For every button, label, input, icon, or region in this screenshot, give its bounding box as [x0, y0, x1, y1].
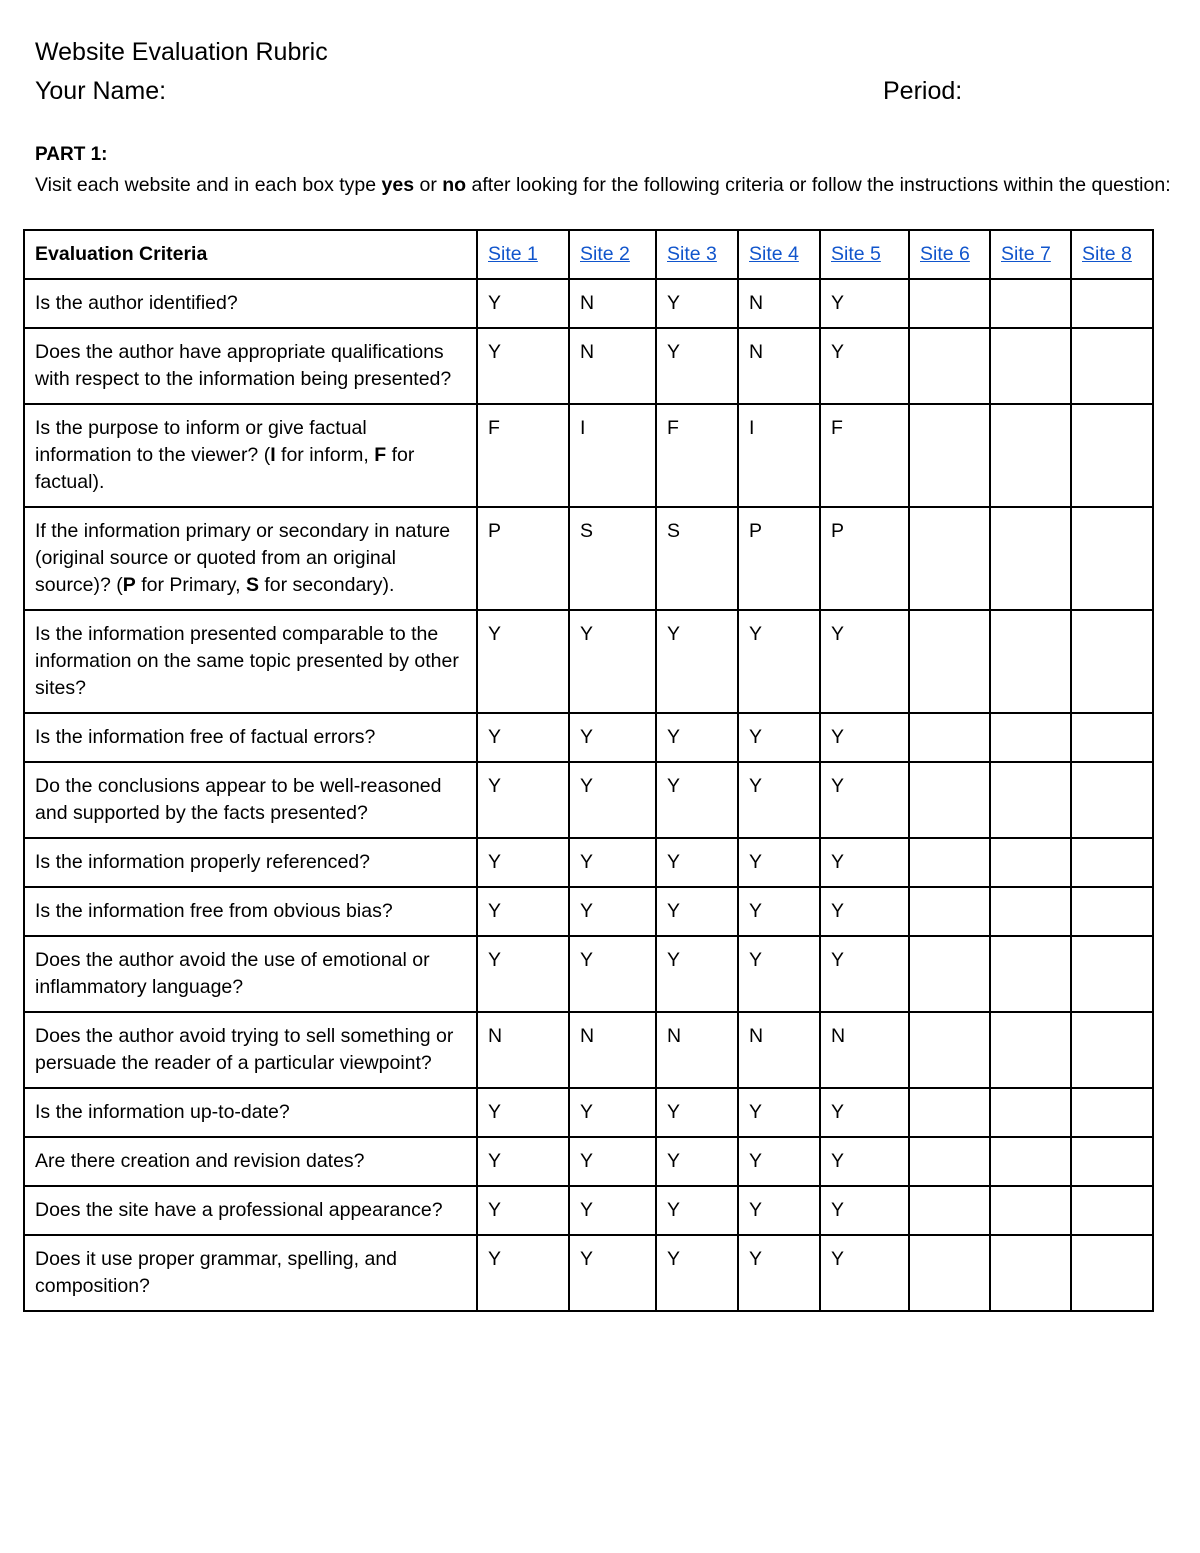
instructions-text-2: or — [414, 174, 443, 196]
site-4-value-cell[interactable]: Y — [738, 838, 820, 887]
site-2-value-cell[interactable]: Y — [569, 713, 656, 762]
site-5-value-cell[interactable]: Y — [820, 1137, 909, 1186]
part-heading: PART 1: — [35, 144, 108, 165]
table-row — [24, 404, 1153, 507]
site-3-value-cell[interactable]: Y — [656, 838, 738, 887]
site-1-value-cell[interactable]: Y — [477, 887, 569, 936]
site-7-value-cell[interactable] — [990, 507, 1071, 610]
site-8-value-cell[interactable] — [1071, 936, 1153, 1012]
site-7-value-cell[interactable] — [990, 610, 1071, 713]
table-body — [24, 279, 1153, 1311]
instructions — [35, 172, 1175, 199]
criterion-text-part: for factual). — [35, 444, 415, 493]
criterion-cell: Is the author identified? — [24, 279, 477, 328]
site-7-value-cell[interactable] — [990, 838, 1071, 887]
instructions-text-1: Visit each website and in each box type — [35, 174, 382, 196]
site-5-value-cell[interactable]: Y — [820, 1235, 909, 1311]
table-row — [24, 1012, 1153, 1088]
site-header — [820, 230, 909, 279]
site-8-value-cell[interactable] — [1071, 1088, 1153, 1137]
site-8-value-cell[interactable] — [1071, 887, 1153, 936]
criterion-cell: Does it use proper grammar, spelling, and composition? — [24, 1235, 477, 1311]
site-4-value-cell[interactable]: I — [738, 404, 820, 507]
table-row — [24, 279, 1153, 328]
site-1-value-cell[interactable]: Y — [477, 936, 569, 1012]
table-row — [24, 1186, 1153, 1235]
site-3-value-cell[interactable]: Y — [656, 279, 738, 328]
table-row — [24, 1088, 1153, 1137]
criterion-text-part: Is the purpose to inform or give factual information to the viewer? ( — [35, 417, 367, 466]
criterion-text-part: F — [374, 444, 387, 466]
site-2-value-cell[interactable]: N — [569, 1012, 656, 1088]
site-header — [1071, 230, 1153, 279]
criterion-cell: Does the site have a professional appearance? — [24, 1186, 477, 1235]
site-2-value-cell[interactable]: Y — [569, 1186, 656, 1235]
site-header — [990, 230, 1071, 279]
site-7-value-cell[interactable] — [990, 936, 1071, 1012]
site-7-link[interactable]: Site 7 — [1001, 243, 1051, 265]
instructions-no: no — [442, 174, 467, 196]
site-7-value-cell[interactable] — [990, 1137, 1071, 1186]
site-2-value-cell[interactable]: Y — [569, 610, 656, 713]
criterion-cell: Does the author avoid the use of emotional or inflammatory language? — [24, 936, 477, 1012]
site-3-link[interactable]: Site 3 — [667, 243, 717, 265]
site-2-value-cell[interactable]: N — [569, 328, 656, 404]
site-3-value-cell[interactable]: N — [656, 1012, 738, 1088]
site-2-value-cell[interactable]: Y — [569, 887, 656, 936]
criterion-cell: Does the author have appropriate qualifications with respect to the information being presented? — [24, 328, 477, 404]
site-6-value-cell[interactable] — [909, 1137, 990, 1186]
criterion-cell: Is the information properly referenced? — [24, 838, 477, 887]
site-3-value-cell[interactable]: Y — [656, 713, 738, 762]
site-8-value-cell[interactable] — [1071, 507, 1153, 610]
site-1-value-cell[interactable]: Y — [477, 328, 569, 404]
period-label: Period: — [883, 77, 963, 105]
site-4-link[interactable]: Site 4 — [749, 243, 799, 265]
criterion-text-part: I — [270, 444, 276, 466]
site-5-value-cell[interactable]: Y — [820, 610, 909, 713]
site-4-value-cell[interactable]: Y — [738, 887, 820, 936]
site-6-value-cell[interactable] — [909, 1012, 990, 1088]
site-8-value-cell[interactable] — [1071, 838, 1153, 887]
site-6-value-cell[interactable] — [909, 1235, 990, 1311]
criterion-cell — [24, 507, 477, 610]
site-2-value-cell[interactable]: I — [569, 404, 656, 507]
site-7-value-cell[interactable] — [990, 279, 1071, 328]
site-4-value-cell[interactable]: Y — [738, 1235, 820, 1311]
table-row — [24, 887, 1153, 936]
table-row — [24, 610, 1153, 713]
site-1-value-cell[interactable]: Y — [477, 1137, 569, 1186]
instructions-yes: yes — [381, 174, 415, 196]
site-8-value-cell[interactable] — [1071, 713, 1153, 762]
site-8-value-cell[interactable] — [1071, 1012, 1153, 1088]
site-6-value-cell[interactable] — [909, 762, 990, 838]
evaluation-table — [23, 229, 1154, 1312]
site-5-value-cell[interactable]: Y — [820, 838, 909, 887]
site-6-value-cell[interactable] — [909, 507, 990, 610]
criteria-header: Evaluation Criteria — [24, 230, 477, 279]
site-5-value-cell[interactable]: Y — [820, 328, 909, 404]
site-4-value-cell[interactable]: Y — [738, 713, 820, 762]
table-row — [24, 328, 1153, 404]
criterion-text-part: for Primary, — [135, 574, 246, 596]
site-3-value-cell[interactable]: Y — [656, 610, 738, 713]
site-8-value-cell[interactable] — [1071, 1235, 1153, 1311]
site-6-value-cell[interactable] — [909, 713, 990, 762]
site-4-value-cell[interactable]: N — [738, 1012, 820, 1088]
criterion-text-part: for secondary). — [258, 574, 395, 596]
site-7-value-cell[interactable] — [990, 404, 1071, 507]
site-4-value-cell[interactable]: Y — [738, 1088, 820, 1137]
site-5-value-cell[interactable]: N — [820, 1012, 909, 1088]
site-4-value-cell[interactable]: Y — [738, 762, 820, 838]
site-4-value-cell[interactable]: P — [738, 507, 820, 610]
criterion-cell: Is the information presented comparable to the information on the same topic presented by other sites? — [24, 610, 477, 713]
site-7-value-cell[interactable] — [990, 1235, 1071, 1311]
site-2-value-cell[interactable]: Y — [569, 936, 656, 1012]
criterion-cell: Are there creation and revision dates? — [24, 1137, 477, 1186]
site-8-link[interactable]: Site 8 — [1082, 243, 1132, 265]
criterion-cell: Is the information free from obvious bias? — [24, 887, 477, 936]
criterion-cell: Is the information free of factual errors? — [24, 713, 477, 762]
document-title: Website Evaluation Rubric — [35, 38, 328, 66]
site-2-value-cell[interactable]: Y — [569, 762, 656, 838]
site-7-value-cell[interactable] — [990, 328, 1071, 404]
site-header — [656, 230, 738, 279]
criterion-text-part: P — [122, 574, 136, 596]
site-1-value-cell[interactable]: Y — [477, 610, 569, 713]
site-4-value-cell[interactable]: Y — [738, 610, 820, 713]
table-row — [24, 1235, 1153, 1311]
site-3-value-cell[interactable]: Y — [656, 1088, 738, 1137]
table-row — [24, 507, 1153, 610]
table-row — [24, 762, 1153, 838]
site-2-link[interactable]: Site 2 — [580, 243, 630, 265]
site-3-value-cell[interactable]: F — [656, 404, 738, 507]
site-5-value-cell[interactable]: P — [820, 507, 909, 610]
site-2-value-cell[interactable]: Y — [569, 1137, 656, 1186]
site-1-value-cell[interactable]: P — [477, 507, 569, 610]
site-3-value-cell[interactable]: Y — [656, 328, 738, 404]
criterion-text-part: If the information primary or secondary in nature (original source or quoted from an original source)? ( — [35, 520, 451, 596]
site-2-value-cell[interactable]: N — [569, 279, 656, 328]
table-row — [24, 1137, 1153, 1186]
table-row — [24, 838, 1153, 887]
criterion-text-part: S — [245, 574, 259, 596]
site-5-value-cell[interactable]: Y — [820, 713, 909, 762]
site-8-value-cell[interactable] — [1071, 404, 1153, 507]
criterion-cell: Do the conclusions appear to be well-reasoned and supported by the facts presented? — [24, 762, 477, 838]
site-1-value-cell[interactable]: Y — [477, 1186, 569, 1235]
site-3-value-cell[interactable]: Y — [656, 1235, 738, 1311]
site-1-value-cell[interactable]: N — [477, 1012, 569, 1088]
site-5-value-cell[interactable]: Y — [820, 762, 909, 838]
site-header — [477, 230, 569, 279]
site-4-value-cell[interactable]: Y — [738, 936, 820, 1012]
site-6-value-cell[interactable] — [909, 610, 990, 713]
table-row — [24, 936, 1153, 1012]
site-6-value-cell[interactable] — [909, 279, 990, 328]
site-8-value-cell[interactable] — [1071, 762, 1153, 838]
site-1-value-cell[interactable]: Y — [477, 1088, 569, 1137]
site-2-value-cell[interactable]: S — [569, 507, 656, 610]
site-1-link[interactable]: Site 1 — [488, 243, 538, 265]
site-8-value-cell[interactable] — [1071, 328, 1153, 404]
site-1-value-cell[interactable]: Y — [477, 713, 569, 762]
site-1-value-cell[interactable]: Y — [477, 1235, 569, 1311]
site-2-value-cell[interactable]: Y — [569, 1235, 656, 1311]
site-7-value-cell[interactable] — [990, 1012, 1071, 1088]
table-header-row — [24, 230, 1153, 279]
site-5-value-cell[interactable]: Y — [820, 279, 909, 328]
site-6-value-cell[interactable] — [909, 936, 990, 1012]
site-5-value-cell[interactable]: Y — [820, 1186, 909, 1235]
site-7-value-cell[interactable] — [990, 887, 1071, 936]
criterion-cell: Does the author avoid trying to sell something or persuade the reader of a particular viewpoint? — [24, 1012, 477, 1088]
site-1-value-cell[interactable]: F — [477, 404, 569, 507]
site-5-value-cell[interactable]: Y — [820, 887, 909, 936]
site-2-value-cell[interactable]: Y — [569, 1088, 656, 1137]
your-name-label: Your Name: — [35, 77, 167, 105]
site-1-value-cell[interactable]: Y — [477, 762, 569, 838]
site-8-value-cell[interactable] — [1071, 1186, 1153, 1235]
site-header — [569, 230, 656, 279]
site-6-value-cell[interactable] — [909, 1088, 990, 1137]
site-5-link[interactable]: Site 5 — [831, 243, 881, 265]
site-4-value-cell[interactable]: N — [738, 328, 820, 404]
site-3-value-cell[interactable]: Y — [656, 936, 738, 1012]
site-1-value-cell[interactable]: Y — [477, 838, 569, 887]
criterion-cell: Is the information up-to-date? — [24, 1088, 477, 1137]
site-3-value-cell[interactable]: Y — [656, 1137, 738, 1186]
site-4-value-cell[interactable]: Y — [738, 1137, 820, 1186]
site-3-value-cell[interactable]: Y — [656, 762, 738, 838]
site-7-value-cell[interactable] — [990, 1186, 1071, 1235]
table-row — [24, 713, 1153, 762]
site-6-value-cell[interactable] — [909, 328, 990, 404]
site-6-value-cell[interactable] — [909, 1186, 990, 1235]
criterion-cell — [24, 404, 477, 507]
site-6-link[interactable]: Site 6 — [920, 243, 970, 265]
site-3-value-cell[interactable]: S — [656, 507, 738, 610]
site-8-value-cell[interactable] — [1071, 610, 1153, 713]
site-8-value-cell[interactable] — [1071, 279, 1153, 328]
site-7-value-cell[interactable] — [990, 762, 1071, 838]
site-8-value-cell[interactable] — [1071, 1137, 1153, 1186]
site-6-value-cell[interactable] — [909, 887, 990, 936]
site-5-value-cell[interactable]: Y — [820, 1088, 909, 1137]
site-header — [738, 230, 820, 279]
criterion-text-part: for inform, — [275, 444, 375, 466]
site-5-value-cell[interactable]: F — [820, 404, 909, 507]
site-7-value-cell[interactable] — [990, 1088, 1071, 1137]
site-header — [909, 230, 990, 279]
site-4-value-cell[interactable]: Y — [738, 1186, 820, 1235]
site-6-value-cell[interactable] — [909, 404, 990, 507]
site-3-value-cell[interactable]: Y — [656, 887, 738, 936]
instructions-text-3: after looking for the following criteria or follow the instructions within the question: — [466, 174, 1171, 196]
site-3-value-cell[interactable]: Y — [656, 1186, 738, 1235]
site-7-value-cell[interactable] — [990, 713, 1071, 762]
site-6-value-cell[interactable] — [909, 838, 990, 887]
site-1-value-cell[interactable]: Y — [477, 279, 569, 328]
site-2-value-cell[interactable]: Y — [569, 838, 656, 887]
site-4-value-cell[interactable]: N — [738, 279, 820, 328]
site-5-value-cell[interactable]: Y — [820, 936, 909, 1012]
